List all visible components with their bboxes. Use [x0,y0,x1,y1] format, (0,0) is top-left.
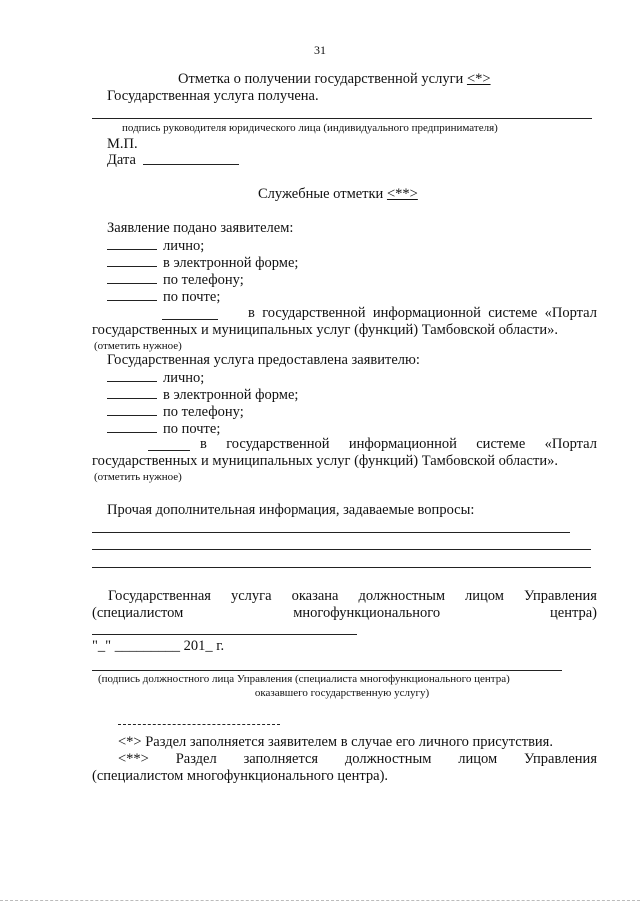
footnote-2-line-1: <**> Раздел заполняется должностным лицом Управления [118,751,597,767]
date-fill-line: "_" _________ 201_ г. [92,638,225,654]
portal-line-1: в государственной информационной системе «Портал [248,305,597,321]
rendered-by-line-1: Государственная услуга оказана должностным лицом Управления [108,588,597,604]
info-line[interactable] [92,532,570,533]
receipt-title-mark: <*> [466,71,491,87]
signature-caption: подпись руководителя юридического лица (индивидуального предпринимателя) [122,122,498,134]
footnote-separator [118,724,280,725]
info-line[interactable] [92,567,591,568]
checkbox-blank[interactable] [107,403,157,416]
checkbox-blank[interactable] [107,420,157,433]
portal-blank[interactable] [148,450,190,451]
page-number: 31 [314,43,326,57]
checkbox-blank[interactable] [107,369,157,382]
submitted-heading: Заявление подано заявителем: [107,220,294,236]
checkbox-blank[interactable] [107,271,157,284]
checkbox-blank[interactable] [107,237,157,250]
submitted-option: по телефону; [107,271,244,289]
checkbox-blank[interactable] [107,386,157,399]
portal-line-1: в государственной информационной системе «Портал [200,436,597,452]
scan-edge [0,900,640,901]
portal-blank[interactable] [162,319,218,320]
footnote-2-line-2: (специалистом многофункционального центра). [92,768,389,784]
service-received-text: Государственная услуга получена. [107,88,319,104]
receipt-title: Отметка о получении государственной услуги <*> [178,71,491,87]
provided-option: по телефону; [107,403,244,421]
submitted-option: в электронной форме; [107,254,298,272]
checkbox-blank[interactable] [107,254,157,267]
other-info-heading: Прочая дополнительная информация, задаваемые вопросы: [107,502,475,518]
provided-option: по почте; [107,420,220,438]
date-line [143,164,239,165]
service-marks-title: Служебные отметки <**> [258,186,418,202]
portal-line-2: государственных и муниципальных услуг (функций) Тамбовской области». [92,453,558,469]
rendered-by-line-2: (специалистом многофункционального центра) [92,605,597,621]
official-caption-1: (подпись должностного лица Управления (специалиста многофункционального центра) [98,673,510,685]
checkbox-blank[interactable] [107,288,157,301]
portal-line-2: государственных и муниципальных услуг (функций) Тамбовской области». [92,322,558,338]
seal-label: М.П. [107,136,138,152]
submitted-option: лично; [107,237,204,255]
service-marks-mark: <**> [386,186,418,202]
provided-option: в электронной форме; [107,386,298,404]
note-mark-needed: (отметить нужное) [94,340,182,352]
submitted-option: по почте; [107,288,220,306]
date-label: Дата [107,152,136,168]
official-line[interactable] [92,634,357,635]
note-mark-needed: (отметить нужное) [94,471,182,483]
signature-line [92,118,592,119]
official-signature-line[interactable] [92,670,562,671]
provided-option: лично; [107,369,204,387]
info-line[interactable] [92,549,591,550]
footnote-1: <*> Раздел заполняется заявителем в случае его личного присутствия. [118,734,553,750]
provided-heading: Государственная услуга предоставлена заявителю: [107,352,420,368]
official-caption-2: оказавшего государственную услугу) [254,687,430,699]
